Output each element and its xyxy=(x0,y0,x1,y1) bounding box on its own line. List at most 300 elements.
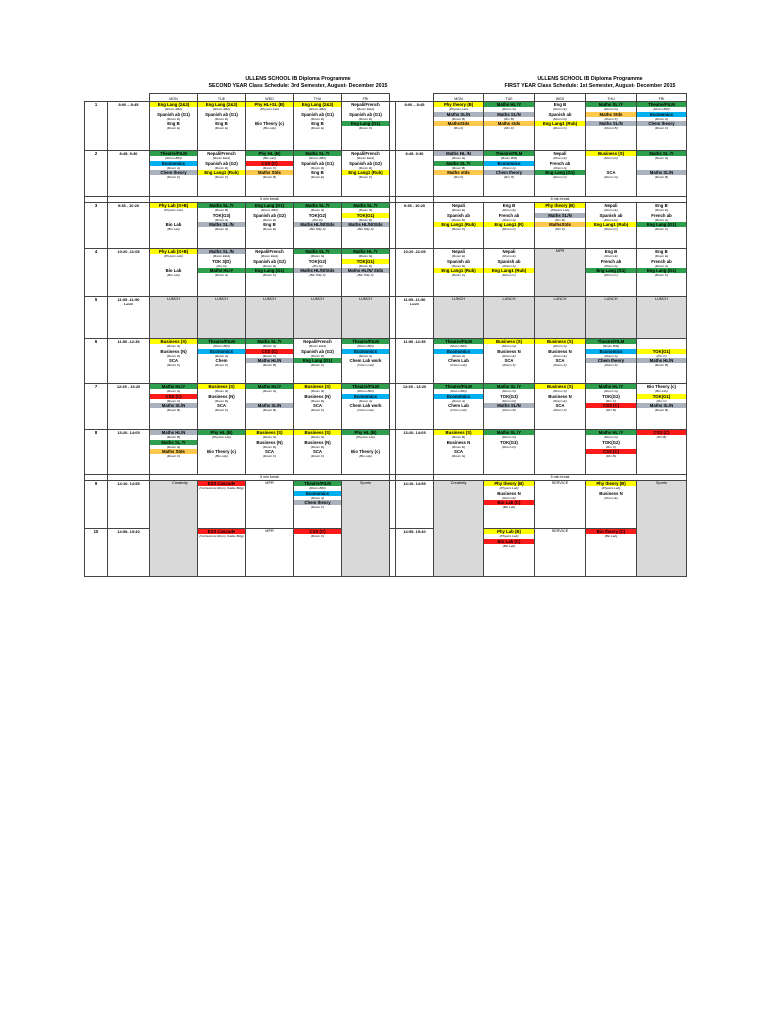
subject-name: Business (S) xyxy=(150,339,197,344)
period-time: 14:10- 14:55 xyxy=(396,481,434,529)
cell-entries xyxy=(434,249,483,278)
period-time: 14:55- 15:40 xyxy=(108,529,150,577)
subject-name: TOK 3(D) xyxy=(212,258,231,264)
corner-cell xyxy=(85,94,108,102)
subject-name: Maths SL /Y xyxy=(342,203,389,208)
subject-name: Phy Lab (S+B) xyxy=(150,249,197,254)
room-name: (Rm H) xyxy=(504,175,514,179)
schedule-cell xyxy=(342,339,390,384)
subject-name: TOK(G3) xyxy=(212,212,231,218)
room-name: (Room B) xyxy=(166,435,181,439)
subject-name: Phy theory (B) xyxy=(535,203,585,208)
subject-name: Chem xyxy=(215,358,228,363)
subject-name: Maths SL /Y xyxy=(294,203,341,208)
period-time: 11:05 -11:50 Lunch xyxy=(396,297,434,339)
room-name: (Room F) xyxy=(604,116,618,121)
room-name: (Room E) xyxy=(502,495,516,500)
period-number: 8 xyxy=(85,430,108,475)
subject-name: Maths SL /Y xyxy=(586,102,636,107)
day-header: TUE xyxy=(198,94,246,102)
schedule-cell xyxy=(586,430,637,475)
cell-entries xyxy=(586,339,636,368)
subject-name: Theatre/FILM xyxy=(434,384,483,389)
subject-name: Business (S) xyxy=(535,384,585,389)
room-name: (Bio Lab) xyxy=(215,454,228,458)
break-label: 5 min break xyxy=(150,197,390,203)
subject-name: Maths Stds xyxy=(150,449,197,454)
period-time: 10:20 -11:05 xyxy=(108,249,150,297)
subject-name: Maths SL /Y xyxy=(484,384,534,389)
period-row xyxy=(85,297,687,339)
subject-name: Spanish ab xyxy=(497,258,521,264)
lunch-cell xyxy=(246,297,294,339)
cell-entries xyxy=(198,430,245,459)
room-name: (Room AB2) xyxy=(261,208,278,212)
room-name: (Room D) xyxy=(451,263,466,268)
period-time: 13:20- 14:05 xyxy=(108,430,150,475)
room-name: (Physics Lab) xyxy=(550,208,570,212)
schedule-cell xyxy=(586,203,637,249)
room-name: (Room G) xyxy=(358,254,373,258)
subject-name: French ab xyxy=(498,212,520,218)
room-name: (Room B) xyxy=(502,408,516,412)
schedule-cell xyxy=(535,430,586,475)
subject-name: SCA xyxy=(555,358,565,363)
subject-name: Business N xyxy=(548,393,572,399)
lunch-cell xyxy=(294,297,342,339)
subject-name: Phy HL (B) xyxy=(342,430,389,435)
room-name: (Bio Hilly F) xyxy=(357,227,374,231)
period-time: 9:35 - 10:20 xyxy=(396,203,434,249)
subject-name: Nepali/French xyxy=(351,151,380,156)
room-name: (Room D) xyxy=(310,116,325,121)
room-name: (Room E) xyxy=(262,227,277,231)
room-name: (Room C) xyxy=(553,126,567,130)
subject-name: Theatre/FILM xyxy=(198,339,245,344)
subject-name: Eng Lang1 (Rub) xyxy=(434,268,483,273)
schedule-cell xyxy=(198,151,246,197)
room-name: (Room G) xyxy=(214,227,229,231)
cell-entries xyxy=(246,203,293,232)
day-header: FRI xyxy=(637,94,687,102)
period-time: 10:20 -11:05 xyxy=(396,249,434,297)
room-name: (Room B) xyxy=(262,363,277,367)
room-name: (Room B/D) xyxy=(165,156,182,160)
room-name: (Room D) xyxy=(166,116,181,121)
subject-name: SCA xyxy=(264,449,275,454)
subject-name: Theatre/FILM xyxy=(342,384,389,389)
subject-name: Chem theory xyxy=(637,121,686,126)
schedule-cell xyxy=(586,102,637,151)
subject-name: Maths stds xyxy=(434,170,483,175)
room-name: (Room A) xyxy=(502,217,516,222)
creativity-cell-label: Creativity xyxy=(172,481,188,485)
cell-entries xyxy=(342,339,389,368)
room-name: (Room C) xyxy=(262,353,277,358)
service-cell-label: SERVICE xyxy=(551,529,569,533)
schedule-cell xyxy=(434,249,484,297)
room-name: (Rm C) xyxy=(656,353,667,358)
room-name: (Room B) xyxy=(654,175,669,179)
lunch-side-label: Lunch xyxy=(409,302,420,306)
room-name: (Physics Lab) xyxy=(164,254,183,258)
schedule-cell xyxy=(150,102,198,151)
service-cell xyxy=(535,481,586,529)
subject-name: Maths SL /Y xyxy=(294,151,341,156)
schedule-cell xyxy=(198,529,246,577)
lunch-cell-label: LUNCH xyxy=(166,297,181,301)
subject-name: TOK(G1) xyxy=(342,259,389,264)
subject-name: Eng Lang (2&3) xyxy=(150,102,197,107)
room-name: (Rm D) xyxy=(312,263,323,268)
room-name: (Room C) xyxy=(358,126,373,130)
subject-name: Economics xyxy=(150,161,197,166)
room-name: (Rm F) xyxy=(453,175,464,179)
room-name: (Room D) xyxy=(214,398,229,403)
cell-entries xyxy=(484,102,534,131)
room-name: (Room F) xyxy=(214,408,229,412)
cell-entries xyxy=(484,249,534,278)
room-name: (Room C) xyxy=(654,273,669,277)
subject-name: Economics xyxy=(198,349,245,354)
room-name: (Room D) xyxy=(310,353,325,358)
day-header-row xyxy=(85,94,687,102)
subject-name: Chem theory xyxy=(586,358,636,363)
period-time: 8:00 – 8:45 xyxy=(108,102,150,151)
lunch-cell-label: LUNCH xyxy=(262,297,277,301)
subject-name: Maths Stds xyxy=(586,112,636,117)
subject-name: Spanish ab xyxy=(548,111,572,117)
sports-cell-label: Sports xyxy=(360,481,371,485)
cell-entries xyxy=(484,203,534,232)
subject-name: TOK(G1) xyxy=(637,349,686,354)
room-name: (Physics Lab) xyxy=(260,107,279,111)
subject-name: Business (S) xyxy=(246,430,293,435)
service-cell xyxy=(535,529,586,577)
subject-name: TOK(G3) xyxy=(500,393,518,399)
subject-name: Eng Lang1 (Rub) xyxy=(484,268,534,273)
room-name: (Room C) xyxy=(604,273,618,277)
room-name: (Room B/D) xyxy=(602,344,620,348)
subject-name: Maths HL/N/ Stds xyxy=(342,268,389,273)
schedule-cell xyxy=(198,102,246,151)
lunch-cell-label: LUNCH xyxy=(214,297,229,301)
cell-entries xyxy=(342,249,389,278)
room-name: (Rm F) xyxy=(453,126,464,130)
room-name: (Room F) xyxy=(166,363,181,367)
subject-name: Maths SL /N xyxy=(198,249,245,254)
schedule-cell xyxy=(198,249,246,297)
subject-name: Maths SL/N xyxy=(535,213,585,218)
room-name: (Room D) xyxy=(214,116,229,121)
room-name: (Room B) xyxy=(451,116,466,121)
mpr-cell xyxy=(535,249,586,297)
schedule-cell xyxy=(586,151,637,197)
subject-name: Spanish ab xyxy=(447,212,470,218)
schedule-cell xyxy=(294,529,342,577)
subject-name: Phy HL (B) xyxy=(246,151,293,156)
period-row xyxy=(85,339,687,384)
room-name: (Room B) xyxy=(262,408,277,412)
subject-name: Eng Lang1 (Rub) xyxy=(535,121,585,126)
break-label: 5 min break xyxy=(434,475,687,481)
subject-name: Business (S) xyxy=(434,430,483,435)
subject-name: Nepali/French xyxy=(207,151,236,156)
subject-name: Business (N) xyxy=(304,393,331,399)
subject-name: Bio Theory (c) xyxy=(647,384,676,389)
day-header: MON xyxy=(434,94,484,102)
room-name: (Room G) xyxy=(262,389,277,393)
period-number: 5 xyxy=(85,297,108,339)
lunch-cell xyxy=(586,297,637,339)
cell-entries xyxy=(294,151,341,180)
subject-name: Eng B xyxy=(167,121,180,126)
room-name: (Room G) xyxy=(604,175,618,179)
room-name: (Room C) xyxy=(604,227,618,231)
subject-name: Maths SL/N xyxy=(484,112,534,117)
mpr-cell-label: MPR xyxy=(265,481,274,485)
subject-name: Eng Lang (G1) xyxy=(342,121,389,126)
subject-name: ESS Cascade xyxy=(198,529,245,534)
subject-name: French ab xyxy=(600,258,622,264)
period-time: 14:10- 14:55 xyxy=(108,481,150,529)
subject-name: Bio Lab xyxy=(165,268,182,273)
subject-name: Maths SL /Y xyxy=(150,440,197,445)
mpr-cell-label: MPR xyxy=(265,529,274,533)
subject-name: Spanish ab (G2) xyxy=(349,160,382,166)
cell-entries xyxy=(150,339,197,368)
schedule-cell xyxy=(246,249,294,297)
period-number: 1 xyxy=(85,102,108,151)
first-year-school-title: ULLENS SCHOOL IB Diploma Programme xyxy=(537,76,643,82)
lunch-cell xyxy=(535,297,586,339)
room-name: (Room A) xyxy=(310,495,325,500)
schedule-cell xyxy=(535,384,586,430)
room-name: (Room B/D) xyxy=(309,486,326,490)
subject-name: French ab xyxy=(651,212,672,218)
room-name: (Room A) xyxy=(604,353,618,358)
cell-entries xyxy=(198,151,245,180)
subject-name: Eng Lang (G1) xyxy=(246,268,293,273)
day-header: FRI xyxy=(342,94,390,102)
subject-name: Maths stds xyxy=(484,121,534,126)
room-name: (Physics Lab) xyxy=(356,435,375,439)
schedule-cell xyxy=(637,384,687,430)
schedule-cell xyxy=(586,249,637,297)
room-name: (Physics Lab) xyxy=(499,534,519,538)
corner-cell xyxy=(396,94,434,102)
room-name: (Physics Lab) xyxy=(212,435,231,439)
subject-name: Business (S) xyxy=(484,339,534,344)
subject-name: Nepali xyxy=(452,249,465,254)
schedule-cell xyxy=(637,249,687,297)
subject-name: Maths HL /Y xyxy=(342,249,389,254)
cell-entries xyxy=(637,430,686,440)
room-name: (Room G) xyxy=(310,254,325,258)
cell-entries xyxy=(586,151,636,180)
room-name: (Room E) xyxy=(553,107,567,111)
schedule-cell xyxy=(342,384,390,430)
schedule-cell xyxy=(637,430,687,475)
room-name: (Chem Lab) xyxy=(357,408,374,412)
room-name: (Room C) xyxy=(166,398,181,403)
cell-entries xyxy=(342,203,389,232)
room-name: (Room G) xyxy=(654,156,669,160)
schedule-cell xyxy=(586,529,637,577)
room-name: (Room G) xyxy=(166,344,181,348)
subject-name: Maths HL /Y xyxy=(586,430,636,435)
subject-name: Maths SL/N xyxy=(484,403,534,408)
subject-name: Business N xyxy=(548,348,572,354)
room-name: (Room F) xyxy=(310,454,325,458)
lunch-cell-label: LUNCH xyxy=(502,297,516,301)
period-time: 11:50 -12:35 xyxy=(108,339,150,384)
room-name: (Room G) xyxy=(502,107,516,111)
subject-name: MathsStds xyxy=(535,222,585,227)
period-time: 12:35 - 13:20 xyxy=(396,384,434,430)
schedule-cell xyxy=(198,384,246,430)
subject-name: Business (N) xyxy=(256,439,283,445)
cell-entries xyxy=(586,481,636,500)
room-name: (Room G) xyxy=(166,444,181,449)
period-time: 8:00 – 8:45 xyxy=(396,102,434,151)
room-name: (Room D) xyxy=(166,353,181,358)
room-name: (Room E) xyxy=(502,353,516,358)
cell-entries xyxy=(294,339,341,368)
subject-name: Chem Lab work xyxy=(349,358,382,363)
room-name: (Bio Lab) xyxy=(502,505,516,509)
subject-name: Maths SL /Y xyxy=(484,430,534,435)
subject-name: CSS (C) xyxy=(294,529,341,534)
subject-name: MathsStds xyxy=(434,121,483,126)
cell-entries xyxy=(342,102,389,131)
subject-name: Chem Lab work xyxy=(349,403,382,408)
schedule-cell xyxy=(484,339,535,384)
schedule-cell xyxy=(294,249,342,297)
room-name: (Room D) xyxy=(604,217,618,222)
room-name: (Room B) xyxy=(166,408,181,412)
room-name: (Room F) xyxy=(166,175,181,179)
room-name: (Room G) xyxy=(604,435,618,439)
day-header: THU xyxy=(294,94,342,102)
lunch-cell xyxy=(198,297,246,339)
room-name: (Room B/D) xyxy=(357,389,374,393)
schedule-cell xyxy=(342,203,390,249)
room-name: (Room D) xyxy=(451,217,466,222)
room-name: (Room E) xyxy=(654,208,669,212)
subject-name: Eng B xyxy=(215,121,228,126)
room-name: (Room B/D) xyxy=(450,389,467,393)
room-name: (Bio Hilly F) xyxy=(309,273,326,277)
subject-name: Phy HL (B) xyxy=(198,430,245,435)
schedule-cell xyxy=(150,339,198,384)
room-name: (Room A) xyxy=(502,263,516,268)
schedule-cell xyxy=(150,430,198,475)
cell-entries xyxy=(246,102,293,131)
room-name: (Room E) xyxy=(553,398,567,403)
room-name: (Rm F) xyxy=(504,126,514,130)
period-time: 9:35 - 10:20 xyxy=(108,203,150,249)
cell-entries xyxy=(586,430,636,459)
room-name: (Room D) xyxy=(262,217,277,222)
room-name: (Room G) xyxy=(604,107,618,111)
schedule-cell xyxy=(535,339,586,384)
cell-entries xyxy=(637,249,686,278)
subject-name: Theatre/FILM xyxy=(586,339,636,344)
subject-name: Maths SL/N xyxy=(637,170,686,175)
creativity-cell-label: Creativity xyxy=(450,481,467,485)
cell-entries xyxy=(637,203,686,232)
first-year-heading xyxy=(440,76,740,90)
room-name: (Room C) xyxy=(262,165,277,170)
subject-name: Theatre/FILM xyxy=(150,151,197,156)
period-row xyxy=(85,430,687,475)
schedule-cell xyxy=(246,151,294,197)
room-name: (Room D) xyxy=(310,165,325,170)
subject-name: Maths HL/N/Stds xyxy=(342,222,389,227)
subject-name: Eng Lang1 (Rub) xyxy=(342,170,389,175)
lunch-cell-label: LUNCH xyxy=(310,297,325,301)
subject-name: Spanish ab (G1) xyxy=(301,111,334,117)
room-name: (Room A) xyxy=(451,398,466,403)
schedule-cell xyxy=(586,384,637,430)
subject-name: Chem Lab xyxy=(448,403,469,408)
subject-name: Eng B xyxy=(263,222,276,227)
subject-name: Economics xyxy=(586,349,636,354)
corner-cell xyxy=(108,94,150,102)
subject-name: Maths SL/N xyxy=(246,403,293,408)
schedule-cell xyxy=(637,151,687,197)
subject-name: Economics xyxy=(294,491,341,496)
schedule-cell xyxy=(246,384,294,430)
room-name: (Room D) xyxy=(502,398,516,403)
room-name: (Room E&A) xyxy=(356,156,375,160)
schedule-cell xyxy=(434,151,484,197)
second-year-school-title: ULLENS SCHOOL IB Diploma Programme xyxy=(245,76,351,82)
schedule-cell xyxy=(294,151,342,197)
subject-name: Eng B xyxy=(655,249,668,254)
creativity-cell xyxy=(434,481,484,577)
room-name: (Room F) xyxy=(310,505,325,509)
schedule-cell xyxy=(198,339,246,384)
room-name: (Room C) xyxy=(654,227,669,231)
subject-name: Maths SL/N xyxy=(150,403,197,408)
subject-name: Theatre/FILM xyxy=(484,151,534,156)
cell-entries xyxy=(535,151,585,180)
room-name: (Room G) xyxy=(310,435,325,439)
subject-name: Phy Lab (S+B) xyxy=(150,203,197,208)
cell-entries xyxy=(434,339,483,368)
schedule-cell xyxy=(637,102,687,151)
schedule-cell xyxy=(484,102,535,151)
subject-name: Business N xyxy=(446,439,471,445)
room-name: (Room E) xyxy=(310,175,325,179)
subject-name: Eng Lang (2&3) xyxy=(294,102,341,107)
room-name: (Room B) xyxy=(451,165,466,170)
room-name: (Room A) xyxy=(654,116,669,121)
room-name: (Room A) xyxy=(214,273,229,277)
break-label: 5 min break xyxy=(150,475,390,481)
subject-name: Phy theory (B) xyxy=(586,481,636,486)
cell-entries xyxy=(586,102,636,131)
room-name: (Bio Lab) xyxy=(655,389,668,393)
subject-name: Theatre/FILM xyxy=(294,481,341,486)
room-name: (Room D) xyxy=(358,217,373,222)
subject-name: Maths HL/N xyxy=(637,358,686,363)
room-name: (Room C) xyxy=(310,534,325,538)
room-name: (Bio Lab) xyxy=(167,227,180,231)
cell-entries xyxy=(535,384,585,413)
